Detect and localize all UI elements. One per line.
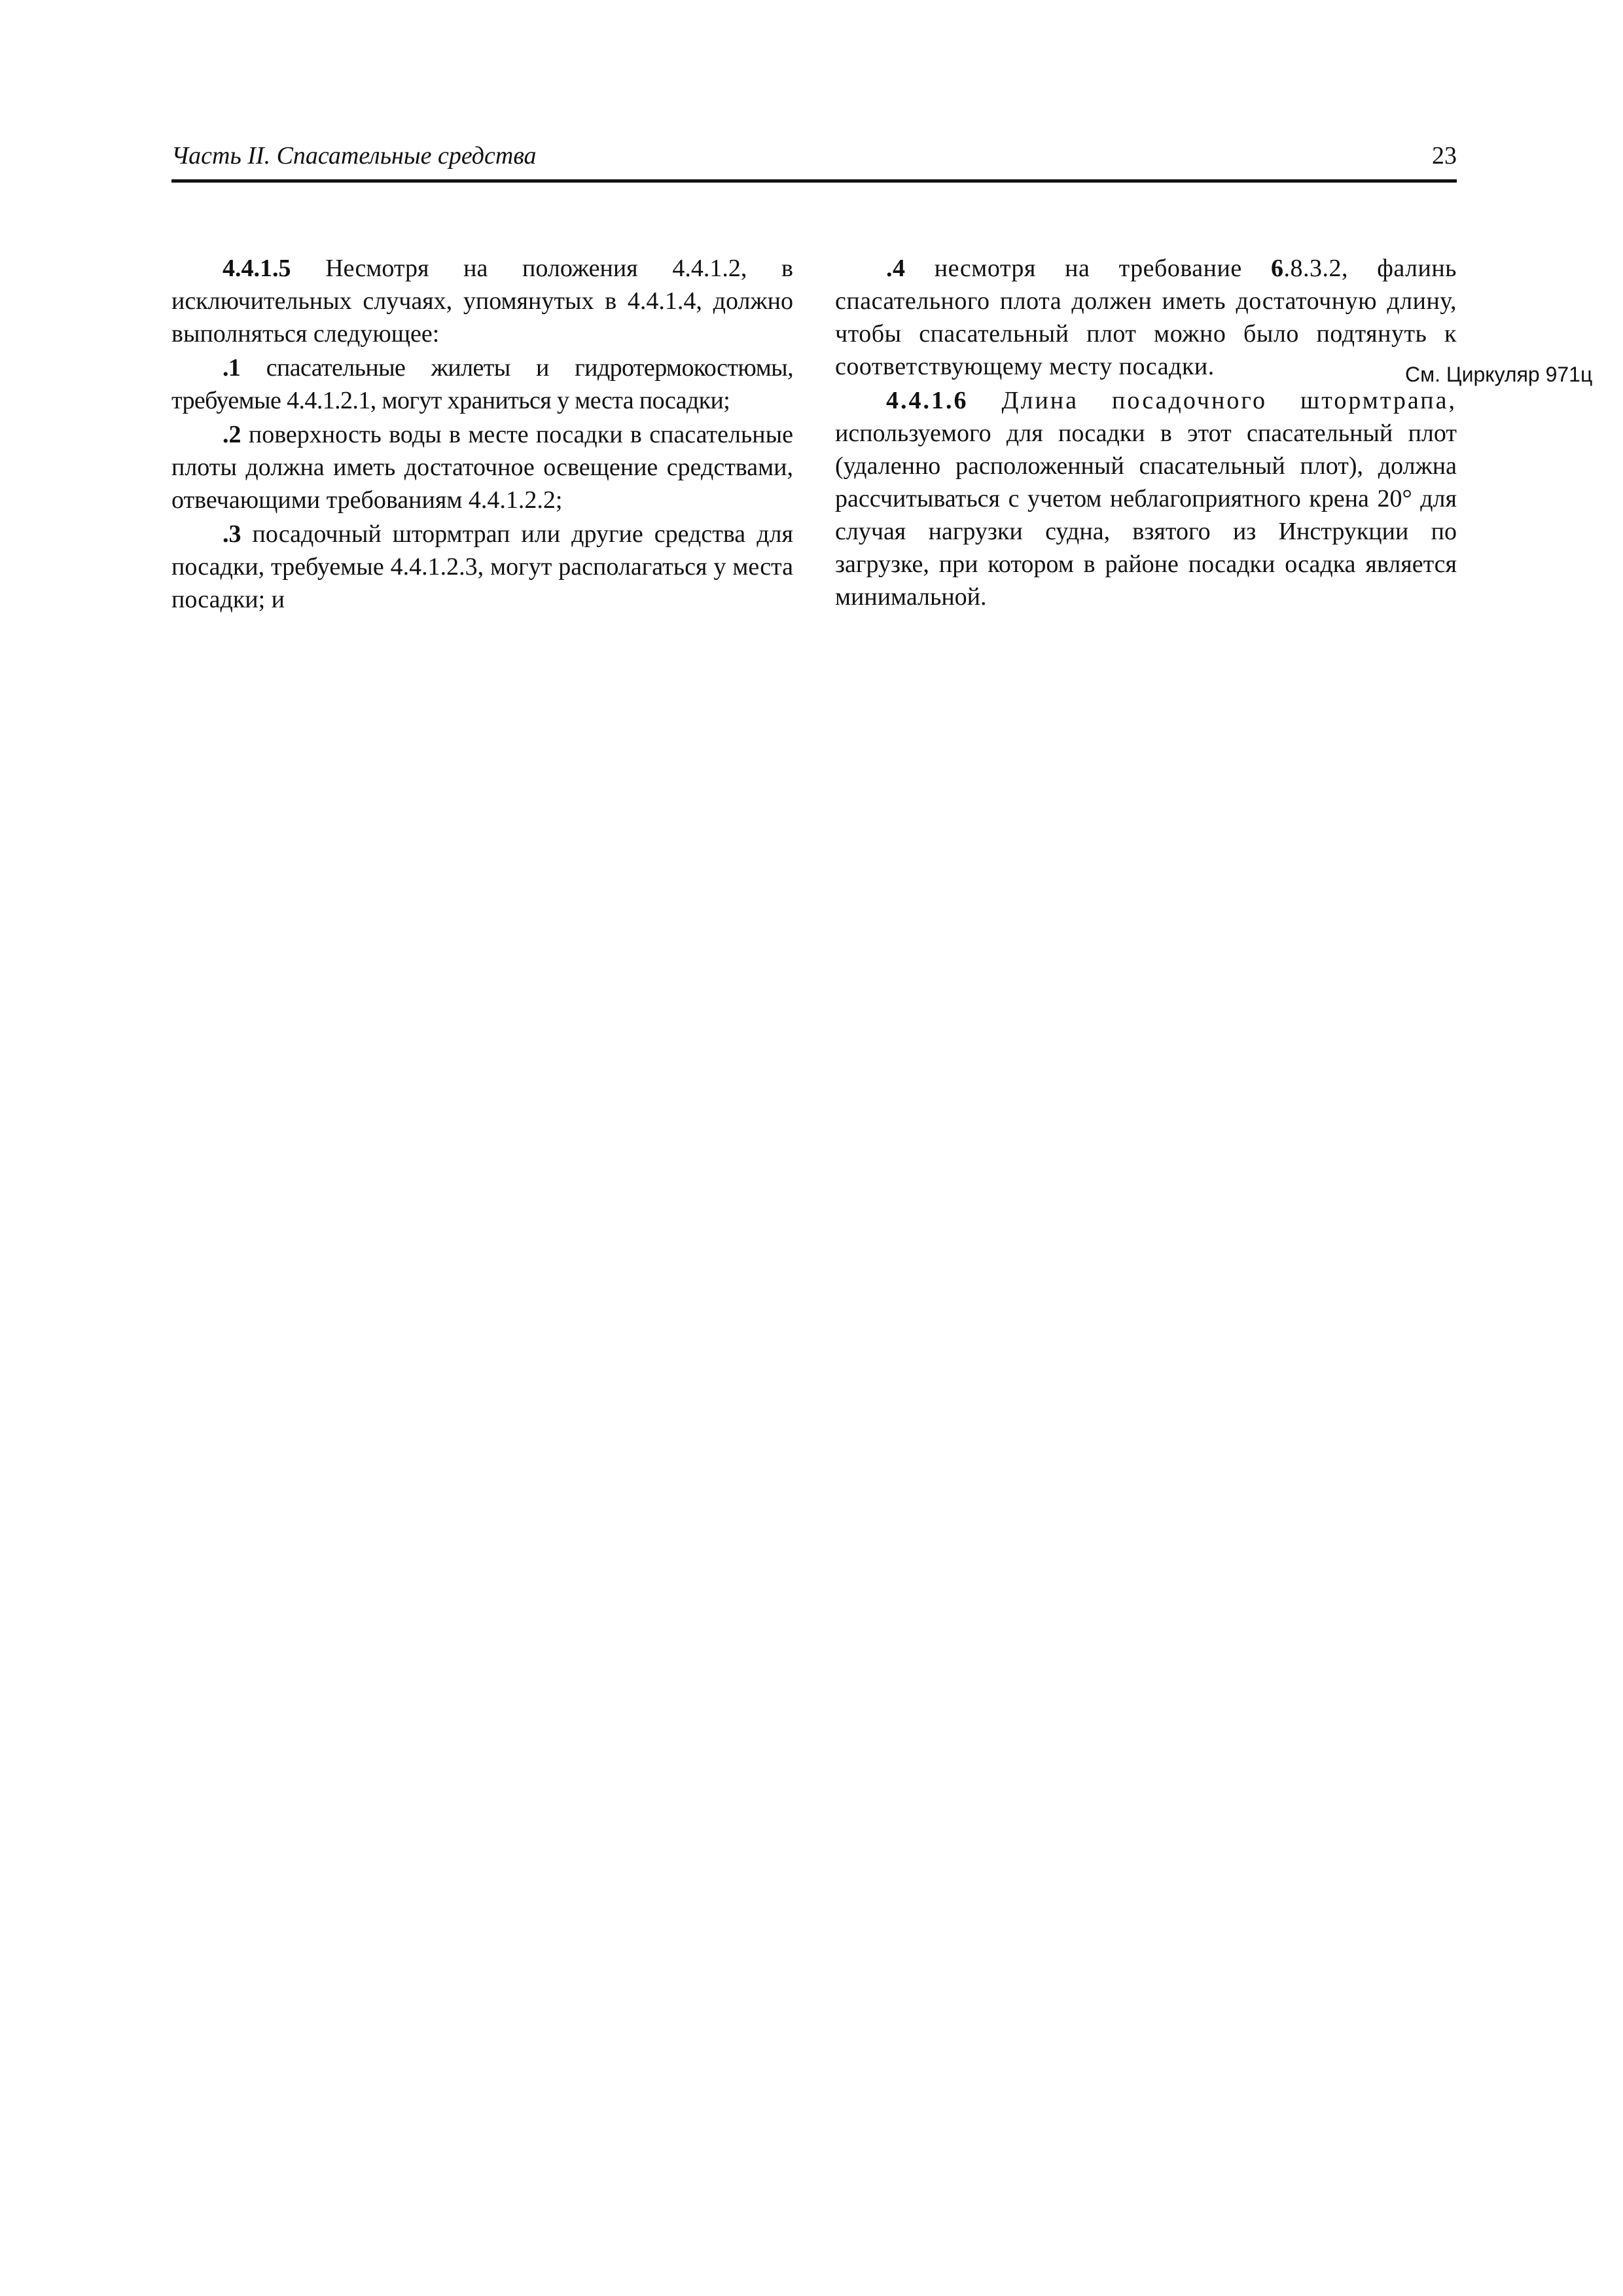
item-text: посадочный штормтрап или другие средства для посадки, требуемые 4.4.1.2.3, могут располагаться у места посадки; и [171,520,793,613]
running-title: Часть II. Спасательные средства [171,142,537,170]
page-header [171,139,1457,183]
margin-note: См. Циркуляр 971ц [1405,363,1593,386]
clause-text: используемого для посадки в этот спасательный плот (удаленно расположенный спасательный плот), должна рассчитываться с учетом неблагоприятного крена 20° для случая нагрузки судна, взятого из Инструкции по загрузке, при котором в районе посадки осадка является минимальной. [835,420,1457,611]
item-number: .2 [223,421,241,448]
item-number: .3 [223,520,241,548]
clause-text: Несмотря на положения 4.4.1.2, в исключительных случаях, упомянутых в 4.4.1.4, должно выполняться следующее: [171,255,793,348]
item-number: .4 [886,255,906,282]
left-column [171,252,793,617]
paragraph-4-4-1-5 [171,252,793,350]
list-item-2 [171,418,793,516]
item-text: несмотря на требование [905,255,1271,282]
list-item-3 [171,518,793,616]
list-item-1 [171,351,793,417]
clause-lead: Длина посадочного штормтрапа, [968,387,1457,414]
clause-number: 4.4.1.6 [886,387,969,414]
item-text: поверхность воды в месте посадки в спасательные плоты должна иметь достаточное освещение средствами, отвечающими требованиям 4.4.1.2.2; [171,421,793,514]
paragraph-4-4-1-6 [835,384,1457,613]
list-item-4 [835,252,1457,383]
clause-number: 4.4.1.5 [223,255,291,282]
page-number: 23 [1432,142,1457,170]
right-column [835,252,1457,615]
item-text: .8.3.2, фалинь спасательного плота должен иметь достаточную длину, чтобы спасательный плот можно было подтянуть к соответствующему месту посадки. [835,255,1457,380]
item-number: .1 [223,354,241,382]
item-reference: 6 [1270,255,1284,282]
item-text: спасательные жилеты и гидротермокостюмы, требуемые 4.4.1.2.1, могут храниться у места посадки; [171,354,793,414]
